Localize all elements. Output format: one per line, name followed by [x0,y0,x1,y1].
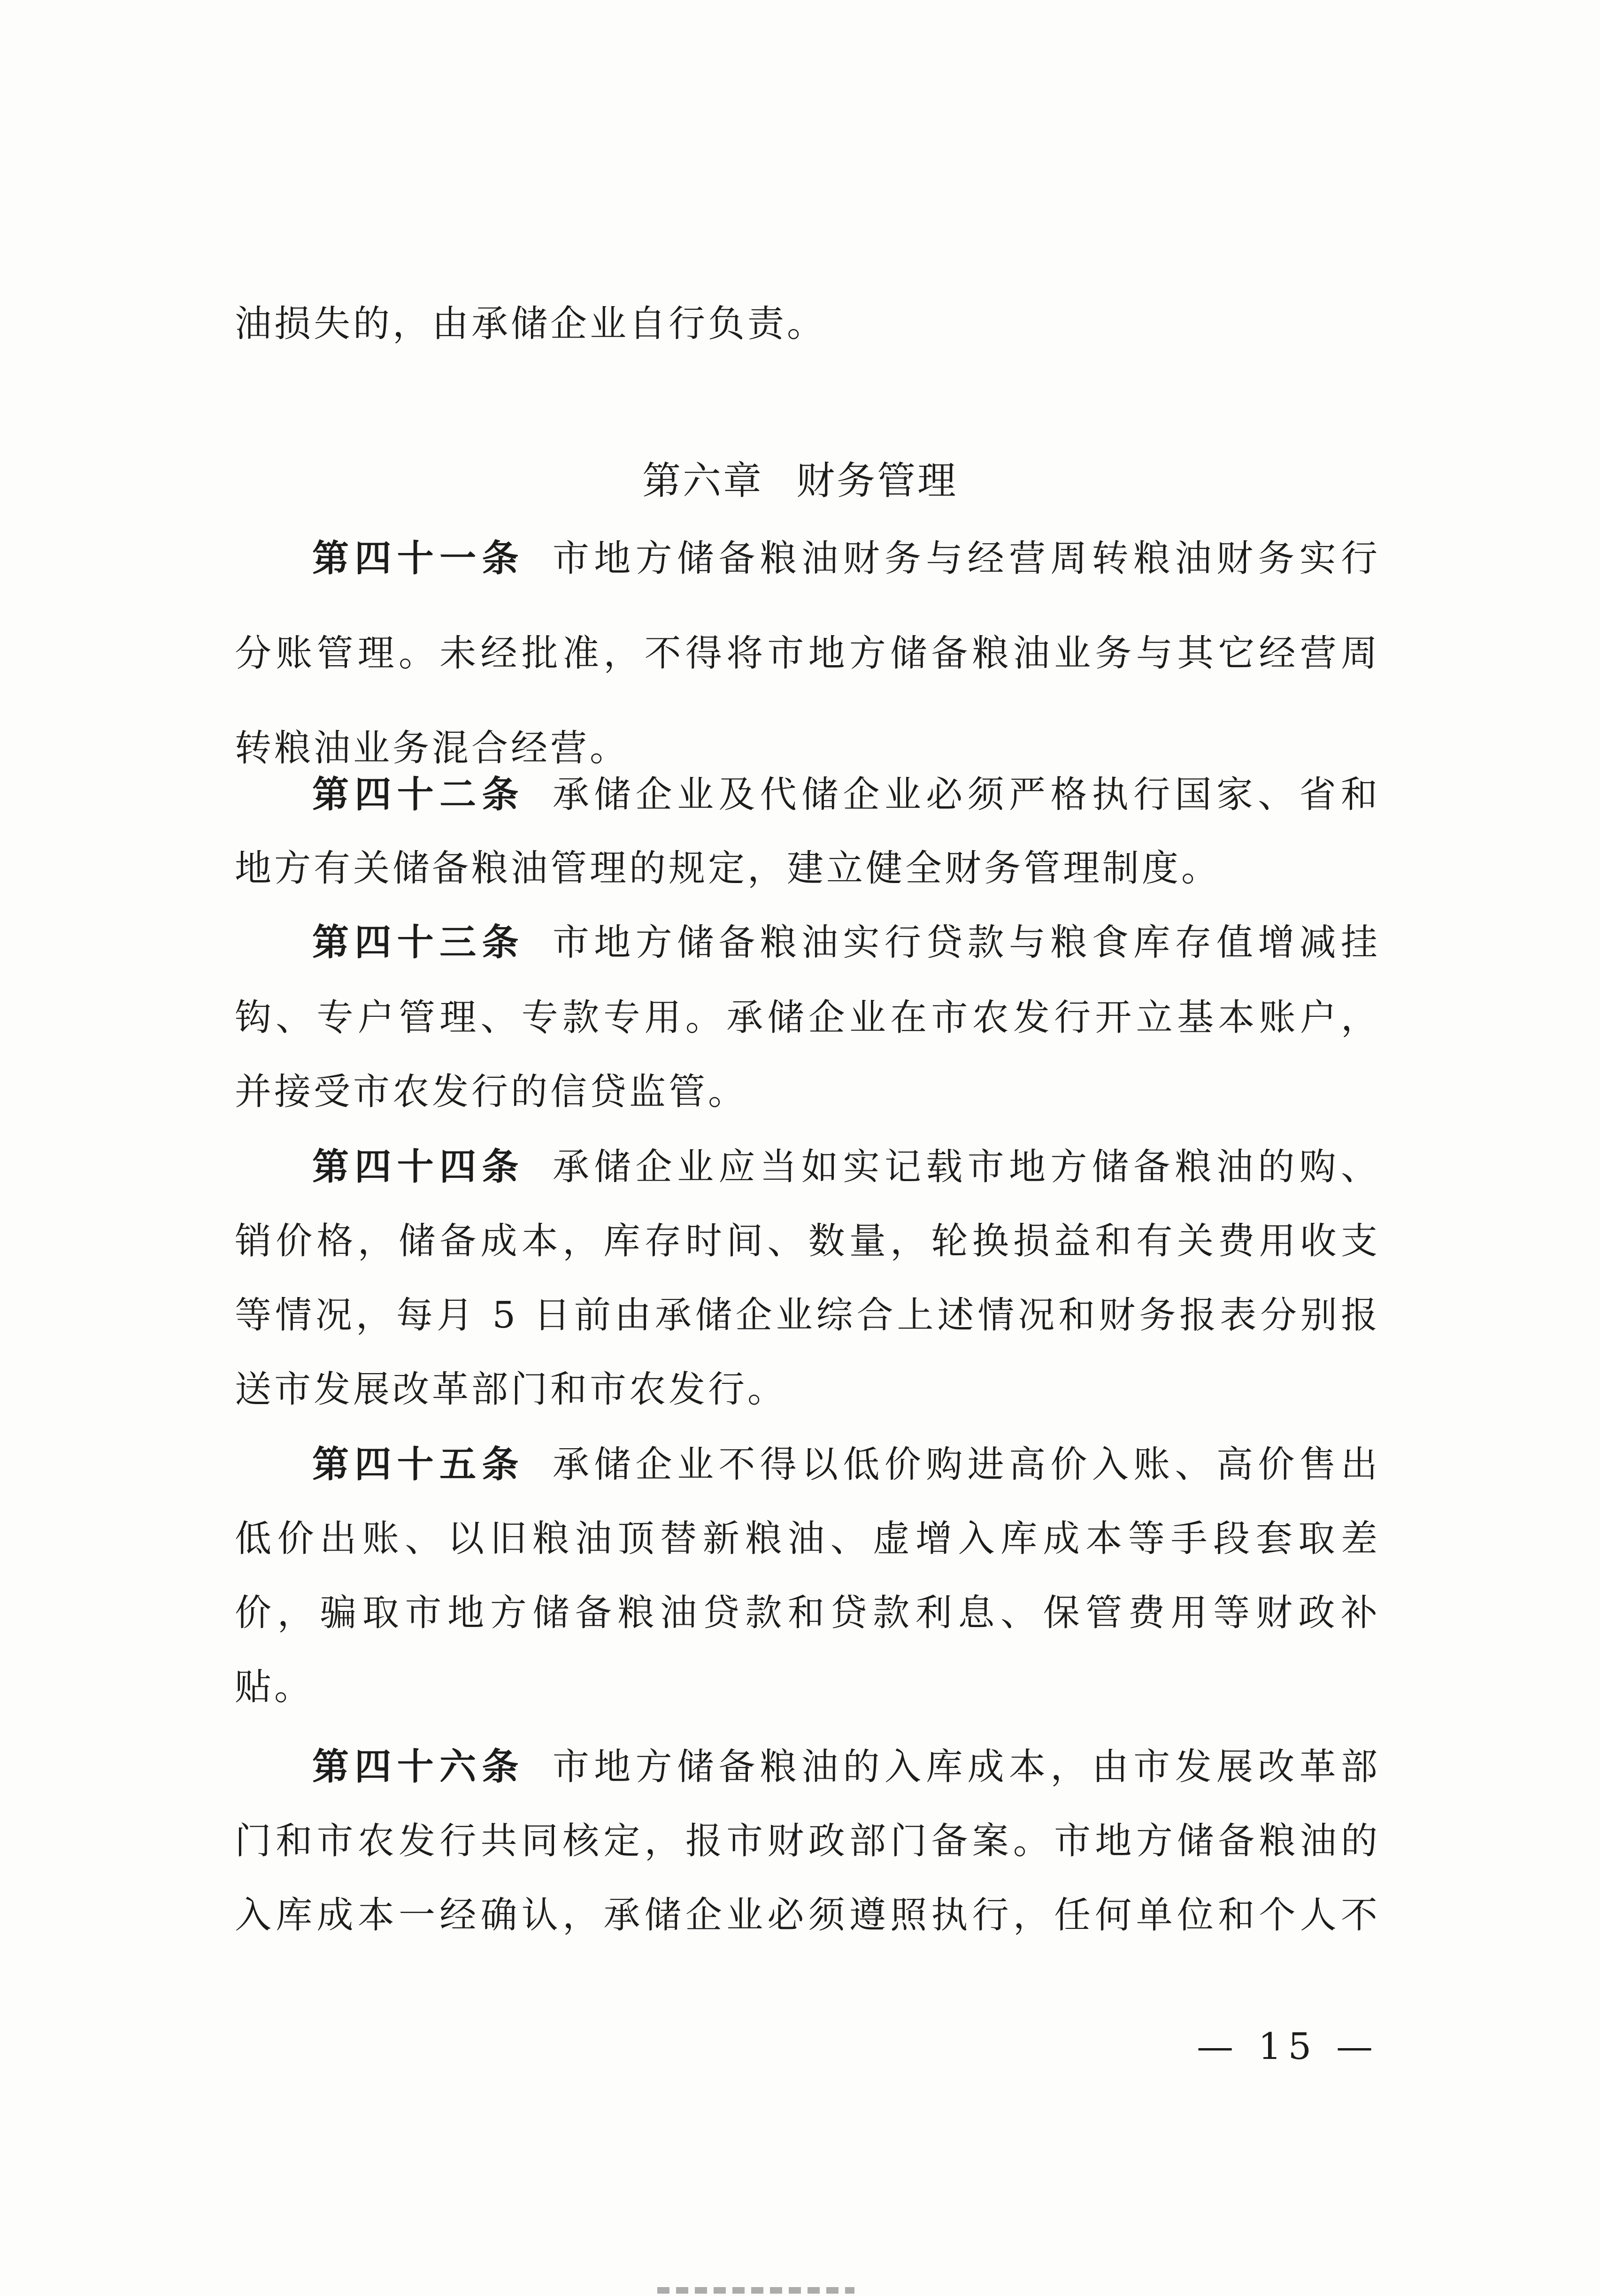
article-44-number: 第四十四条 [312,1145,524,1188]
article-46-line: 门和市农发行共同核定，报市财政部门备案。市地方储备粮油的 [235,1820,1380,1862]
article-45-number: 第四十五条 [312,1443,524,1486]
article-45-line: 价，骗取市地方储备粮油贷款和贷款利息、保管费用等财政补 [235,1592,1380,1634]
article-44-line: 等情况，每月 5 日前由承储企业综合上述情况和财务报表分别报 [235,1294,1380,1336]
article-46-first-line: 第四十六条 市地方储备粮油的入库成本，由市发展改革部 [312,1745,1380,1788]
article-43-number: 第四十三条 [312,921,524,964]
chapter-number: 第六章 [642,459,763,503]
article-41-line: 分账管理。未经批准，不得将市地方储备粮油业务与其它经营周 [235,632,1380,675]
article-42-line: 地方有关储备粮油管理的规定，建立健全财务管理制度。 [235,847,1221,890]
article-44-first-line: 第四十四条 承储企业应当如实记载市地方储备粮油的购、 [312,1145,1380,1188]
article-43-line: 钩、专户管理、专款专用。承储企业在市农发行开立基本账户， [235,997,1380,1039]
article-42-first-line: 第四十二条 承储企业及代储企业必须严格执行国家、省和 [312,773,1380,816]
chapter-heading [0,458,1600,505]
article-41-first-line: 第四十一条 市地方储备粮油财务与经营周转粮油财务实行 [312,537,1380,580]
article-44-line: 送市发展改革部门和市农发行。 [235,1368,787,1411]
article-43-first-line: 第四十三条 市地方储备粮油实行贷款与粮食库存值增减挂 [312,921,1380,964]
article-43-line: 并接受市农发行的信贷监管。 [235,1071,748,1113]
article-41-line: 转粮油业务混合经营。 [235,727,630,769]
article-45-first-line: 第四十五条 承储企业不得以低价购进高价入账、高价售出 [312,1443,1380,1486]
page-number: — 15 — [1197,2026,1379,2068]
article-44-line: 销价格，储备成本，库存时间、数量，轮换损益和有关费用收支 [235,1220,1380,1262]
article-45-line: 贴。 [235,1666,314,1708]
article-45-line: 低价出账、以旧粮油顶替新粮油、虚增入库成本等手段套取差 [235,1518,1380,1560]
binding-mark [657,2287,854,2294]
article-46-number: 第四十六条 [312,1745,524,1788]
article-42-number: 第四十二条 [312,773,524,816]
article-41-number: 第四十一条 [312,537,524,580]
carryover-text: 油损失的，由承储企业自行负责。 [235,303,827,345]
chapter-title: 财务管理 [796,459,958,503]
article-46-line: 入库成本一经确认，承储企业必须遵照执行，任何单位和个人不 [235,1894,1380,1936]
